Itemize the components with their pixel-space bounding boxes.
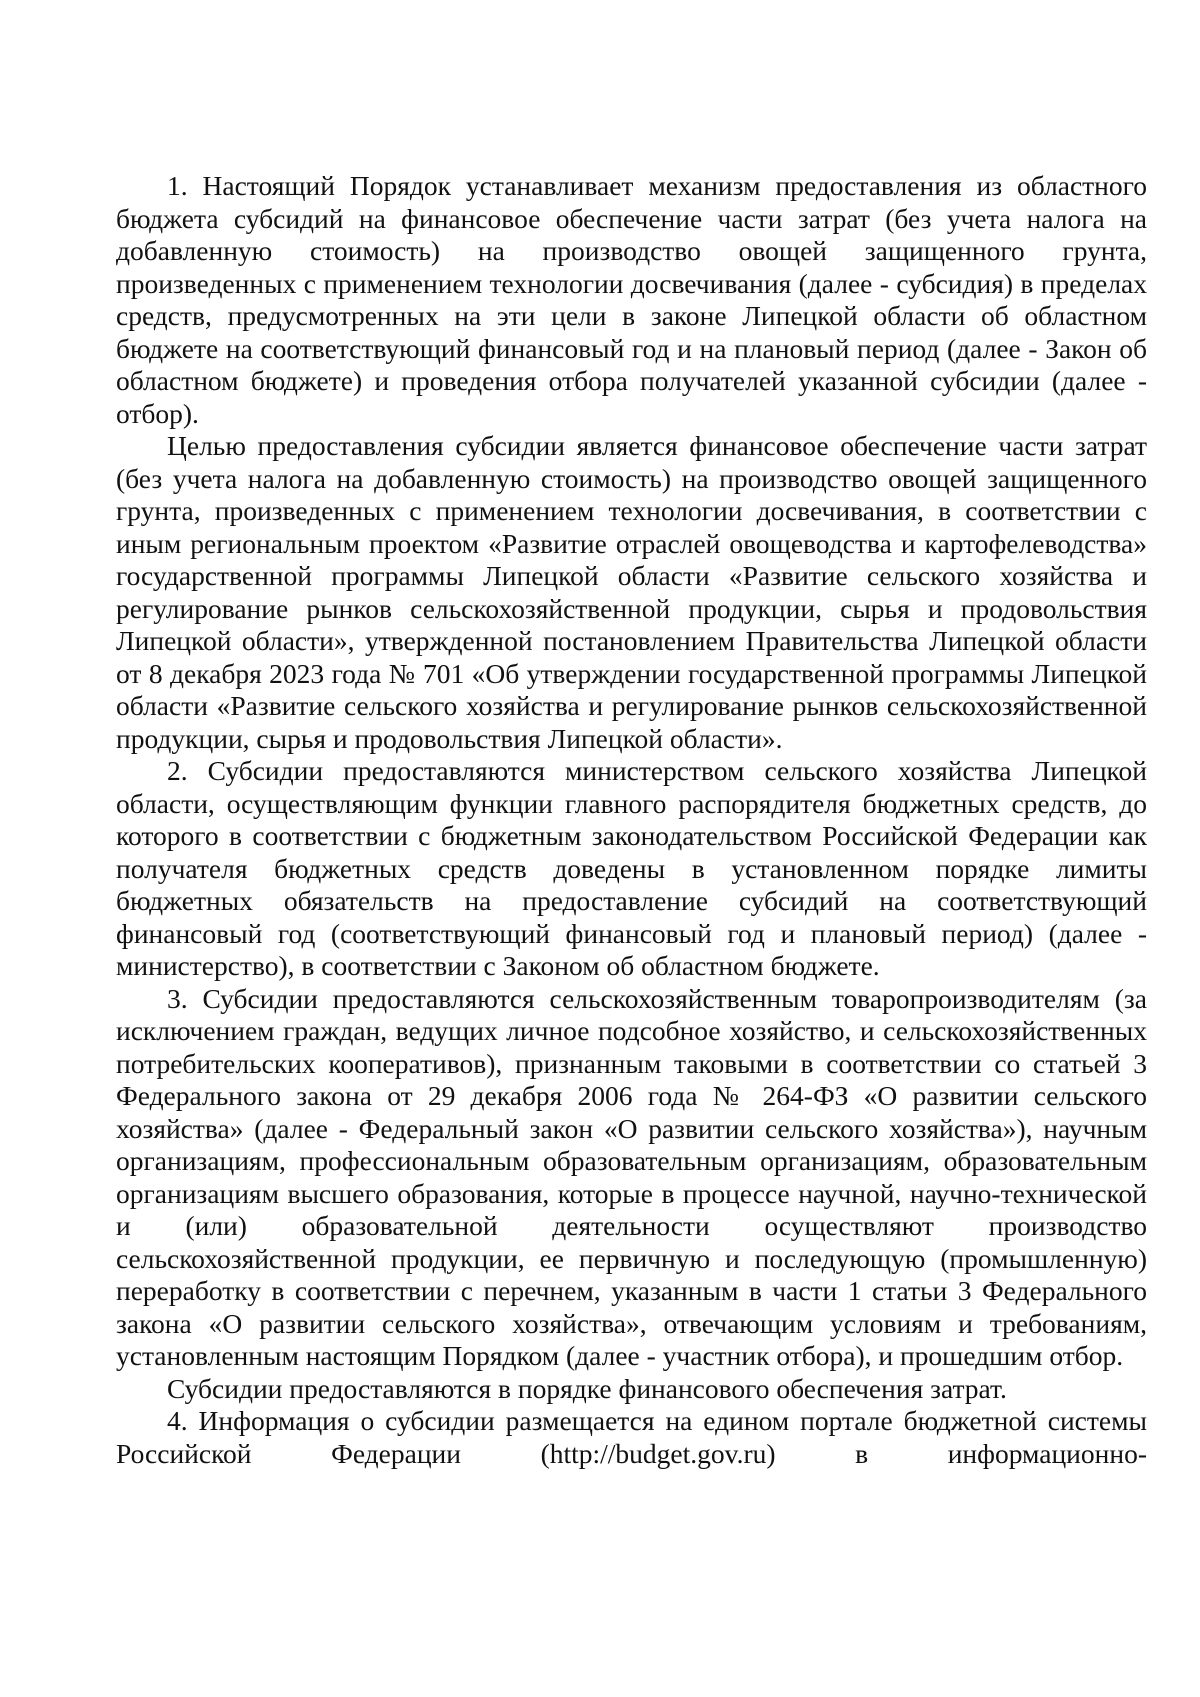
paragraph-5: Субсидии предоставляются в порядке финансового обеспечения затрат. bbox=[167, 1372, 1007, 1404]
paragraph-6: 4. Информация о субсидии размещается на едином портале бюджетной системы Российской Федерации (http://budget.gov.ru) в информационно- bbox=[116, 1405, 1147, 1469]
paragraph-2: Целью предоставления субсидии является финансовое обеспечение части затрат (без учета налога на добавленную стоимость) на производство овощей защищенного грунта, произведенных с применением технологии досвечивания, в соответствии с иным региональным проектом «Развитие отраслей овощеводства и картофелеводства» государственной программы Липецкой области «Развитие сельского хозяйства и регулирование рынков сельскохозяйственной продукции, сырья и продовольствия Липецкой области», утвержденной постановлением Правительства Липецкой области от 8 декабря 2023 года № 701 «Об утверждении государственной программы Липецкой области «Развитие сельского хозяйства и регулирование рынков сельскохозяйственной продукции, сырья и продовольствия Липецкой области». bbox=[116, 430, 1147, 754]
paragraph-3: 2. Субсидии предоставляются министерством сельского хозяйства Липецкой области, осуществляющим функции главного распорядителя бюджетных средств, до которого в соответствии с бюджетным законодательством Российской Федерации как получателя бюджетных средств доведены в установленном порядке лимиты бюджетных обязательств на предоставление субсидий на соответствующий финансовый год (соответствующий финансовый год и плановый период) (далее - министерство), в соответствии с Законом об областном бюджете. bbox=[116, 755, 1147, 981]
paragraph-1: 1. Настоящий Порядок устанавливает механизм предоставления из областного бюджета субсидий на финансовое обеспечение части затрат (без учета налога на добавленную стоимость) на производство овощей защищенного грунта, произведенных с применением технологии досвечивания (далее - субсидия) в пределах средств, предусмотренных на эти цели в законе Липецкой области об областном бюджете на соответствующий финансовый год и на плановый период (далее - Закон об областном бюджете) и проведения отбора получателей указанной субсидии (далее - отбор). bbox=[116, 170, 1147, 429]
paragraph-4: 3. Субсидии предоставляются сельскохозяйственным товаропроизводителям (за исключением граждан, ведущих личное подсобное хозяйство, и сельскохозяйственных потребительских кооперативов), признанным таковыми в соответствии со статьей 3 Федерального закона от 29 декабря 2006 года № 264-ФЗ «О развитии сельского хозяйства» (далее - Федеральный закон «О развитии сельского хозяйства»), научным организациям, профессиональным образовательным организациям, образовательным организациям высшего образования, которые в процессе научной, научно-технической и (или) образовательной деятельности осуществляют производство сельскохозяйственной продукции, ее первичную и последующую (промышленную) переработку в соответствии с перечнем, указанным в части 1 статьи 3 Федерального закона «О развитии сельского хозяйства», отвечающим условиям и требованиям, установленным настоящим Порядком (далее - участник отбора), и прошедшим отбор. bbox=[116, 982, 1147, 1371]
document-page bbox=[116, 170, 1147, 1470]
